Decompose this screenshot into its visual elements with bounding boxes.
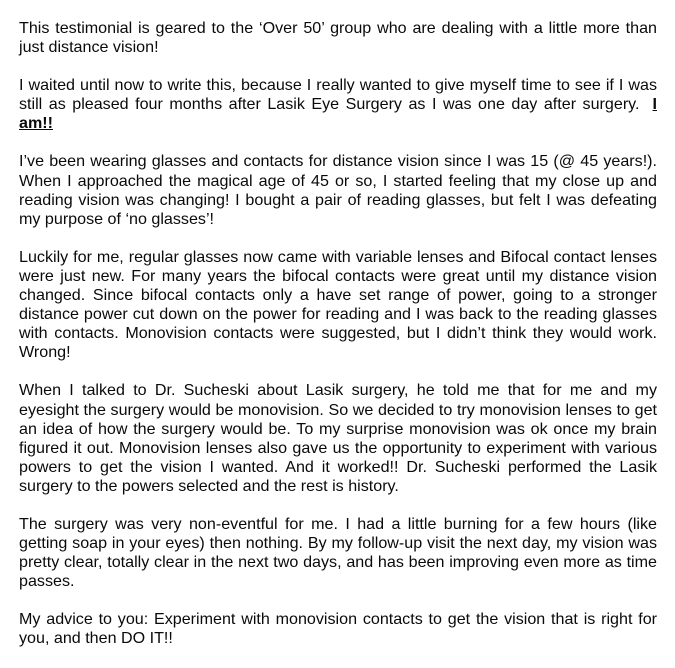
paragraph-monovision: When I talked to Dr. Sucheski about Lasik surgery, he told me that for me and my eyesight the surgery would be monovision. So we decided to try monovision lenses to get an idea of how the surgery would be. To my surprise monovision was ok once my brain figured it out. Monovision lenses also gave us the opportunity to experiment with various powers to get the vision I wanted. And it worked!! Dr. Sucheski performed the Lasik surgery to the powers selected and the rest is history.	[19, 381, 657, 495]
paragraph-waited	[19, 76, 657, 133]
emphasis-i-am: I am!!	[19, 95, 657, 133]
paragraph-advice: My advice to you: Experiment with monovision contacts to get the vision that is right for you, and then DO IT!!	[19, 610, 657, 648]
testimonial-document	[19, 19, 657, 668]
paragraph-waited-text: I waited until now to write this, because I really wanted to give myself time to see if I was still as pleased four months after Lasik Eye Surgery as I was one day after surgery.	[19, 76, 657, 114]
paragraph-glasses: I’ve been wearing glasses and contacts for distance vision since I was 15 (@ 45 years!). When I approached the magical age of 45 or so, I started feeling that my close up and reading vision was changing! I bought a pair of reading glasses, but felt I was defeating my purpose of ‘no glasses’!	[19, 152, 657, 228]
paragraph-bifocal: Luckily for me, regular glasses now came with variable lenses and Bifocal contact lenses were just new. For many years the bifocal contacts were great until my distance vision changed. Since bifocal contacts only a have set range of power, going to a stronger distance power cut down on the power for reading and I was back to the reading glasses with contacts. Monovision contacts were suggested, but I didn’t think they would work. Wrong!	[19, 247, 657, 362]
paragraph-surgery: The surgery was very non-eventful for me. I had a little burning for a few hours (like getting soap in your eyes) then nothing. By my follow-up visit the next day, my vision was pretty clear, totally clear in the next two days, and has been improving even more as time passes.	[19, 514, 657, 591]
paragraph-intro: This testimonial is geared to the ‘Over 50’ group who are dealing with a little more than just distance vision!	[19, 19, 657, 57]
